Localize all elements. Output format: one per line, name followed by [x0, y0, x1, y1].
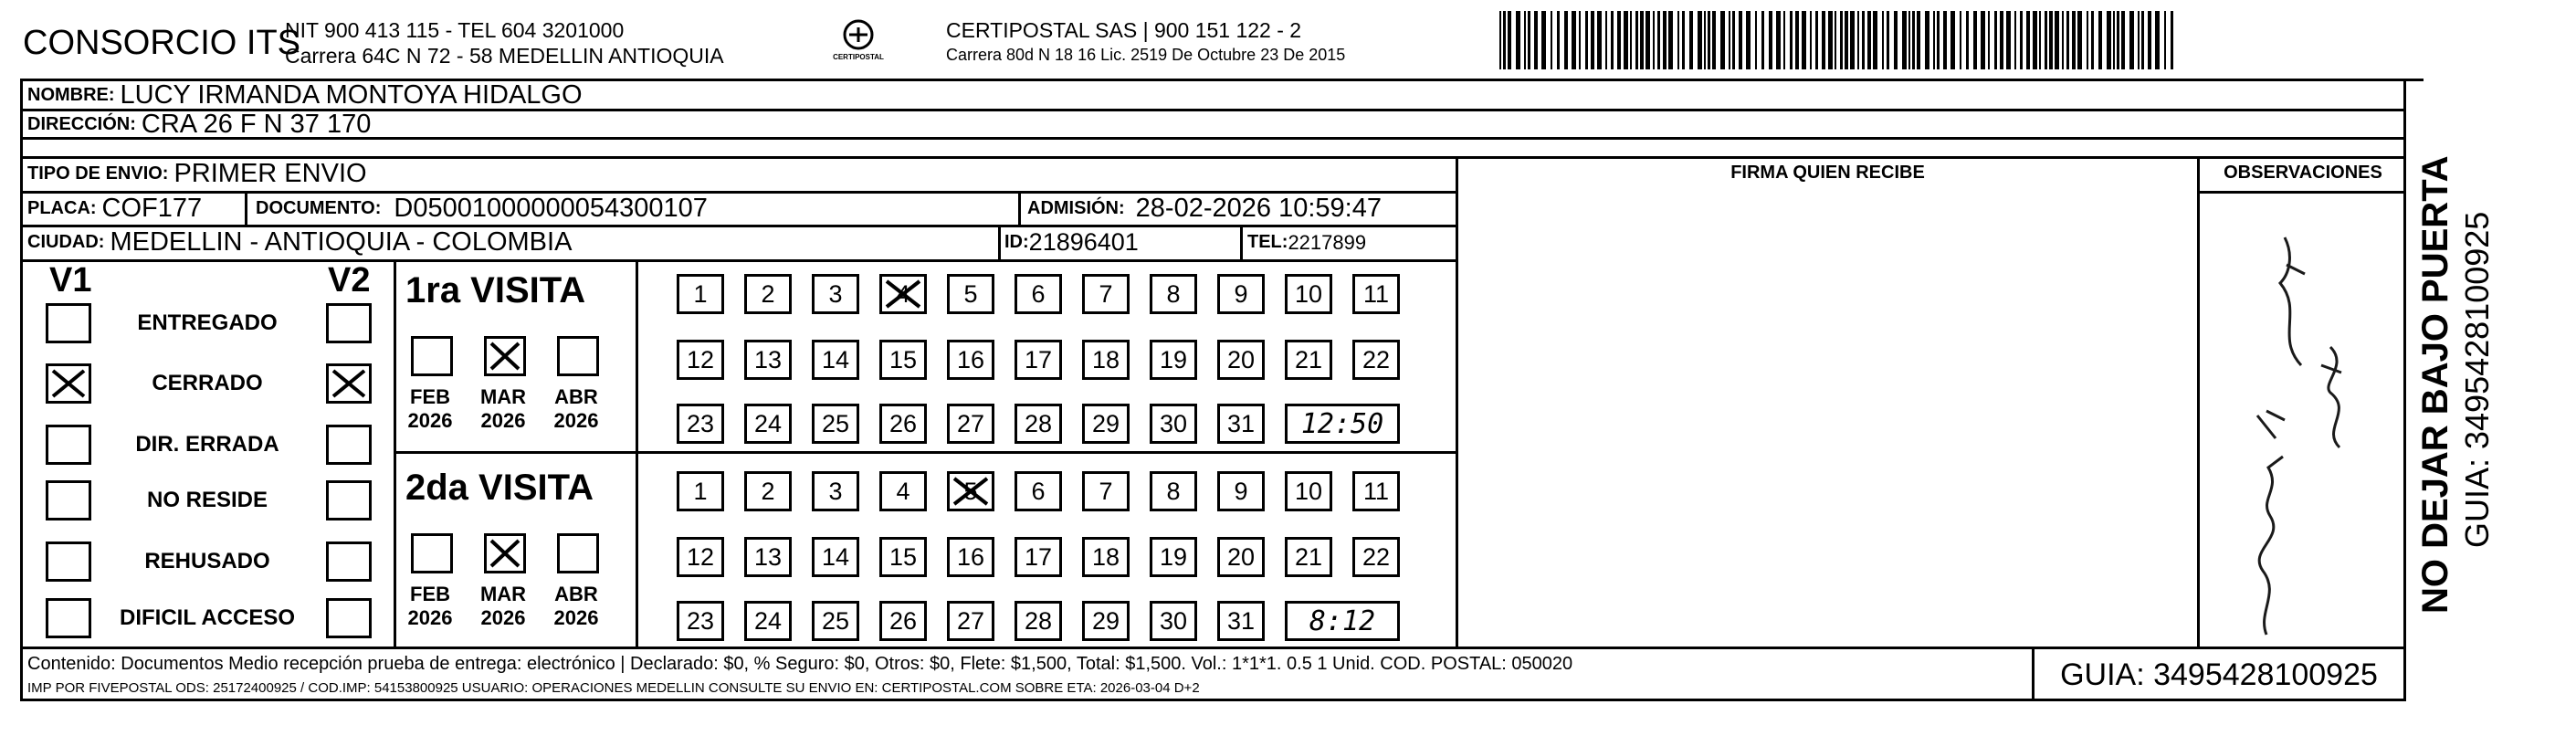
day-box-20[interactable]: 20 — [1217, 537, 1265, 577]
month-year: 2026 — [480, 606, 526, 629]
day-box-15[interactable]: 15 — [879, 537, 927, 577]
day-box-1[interactable]: 1 — [677, 471, 724, 511]
handwritten-observation — [2203, 228, 2403, 644]
footer-contents: Contenido: Documentos Medio recepción prueba de entrega: electrónico | Declarado: $0, % Seguro: $0, Otros: $0, Flete: $1,500, Total: $1,500. Vol.: 1*1*1. 0.5 1 Unid. COD. POSTAL: 050020 — [27, 654, 1573, 674]
day-box-18[interactable]: 18 — [1082, 537, 1130, 577]
barcode-bar — [1524, 11, 1526, 69]
barcode-bar — [1640, 11, 1644, 69]
barcode-bar — [1937, 11, 1940, 69]
month-name: FEB — [410, 385, 450, 408]
barcode-bar — [1645, 11, 1650, 69]
v2-checkbox[interactable] — [326, 303, 372, 343]
document-label: DOCUMENTO: — [256, 198, 382, 218]
day-box-13[interactable]: 13 — [744, 537, 792, 577]
month-label — [398, 583, 462, 630]
barcode-bar — [1887, 11, 1889, 69]
day-box-3[interactable]: 3 — [812, 274, 859, 314]
barcode-bar — [1925, 11, 1929, 69]
barcode-bar — [2014, 11, 2016, 69]
day-box-5[interactable]: 5 — [947, 471, 994, 511]
day-box-22[interactable]: 22 — [1352, 537, 1400, 577]
barcode-bar — [1591, 11, 1594, 69]
barcode-bar — [1994, 11, 1997, 69]
barcode-bar — [1783, 11, 1785, 69]
day-box-25[interactable]: 25 — [812, 404, 859, 444]
day-box-13[interactable]: 13 — [744, 340, 792, 380]
barcode-bar — [1541, 11, 1546, 69]
barcode-bar — [1988, 11, 1990, 69]
barcode-bar — [1835, 11, 1836, 69]
ship-type: PRIMER ENVIO — [173, 159, 367, 188]
month-checkbox[interactable] — [484, 533, 526, 573]
barcode-bar — [1617, 11, 1621, 69]
barcode-bar — [1720, 11, 1725, 69]
day-box-6[interactable]: 6 — [1015, 274, 1062, 314]
barcode-bar — [1698, 11, 1702, 69]
id-value: 21896401 — [1028, 228, 1139, 256]
barcode-bar — [1499, 11, 1501, 69]
id-label: ID: — [1004, 232, 1029, 252]
day-box-7[interactable]: 7 — [1082, 471, 1130, 511]
city-row — [27, 226, 572, 259]
barcode-bar — [1769, 11, 1772, 69]
barcode-bar — [2107, 11, 2111, 69]
day-box-12[interactable]: 12 — [677, 340, 724, 380]
day-box-1[interactable]: 1 — [677, 274, 724, 314]
month-name: MAR — [479, 385, 527, 408]
footer-imp: IMP POR FIVEPOSTAL ODS: 25172400925 / COD.IMP: 54153800925 USUARIO: OPERACIONES MEDELLIN CONSULTE SU ENVIO EN: CERTIPOSTAL.COM SOBRE ETA: 2026-03-04 D+2 — [27, 680, 1200, 696]
barcode-bar — [1933, 11, 1935, 69]
tel-label: TEL: — [1247, 232, 1288, 252]
visit-time: 8:12 — [1309, 605, 1376, 637]
day-box-30[interactable]: 30 — [1150, 404, 1197, 444]
barcode-bar — [1822, 11, 1825, 69]
month-checkbox[interactable] — [411, 533, 453, 573]
document-row — [256, 192, 708, 226]
barcode-bar — [1557, 11, 1560, 69]
barcode-bar — [1894, 11, 1898, 69]
day-box-17[interactable]: 17 — [1015, 340, 1062, 380]
city: MEDELLIN - ANTIOQUIA - COLOMBIA — [110, 227, 573, 257]
status-option-label: ENTREGADO — [137, 310, 278, 335]
signature-header: FIRMA QUIEN RECIBE — [1730, 163, 1925, 183]
tel-row — [1247, 226, 1366, 259]
barcode-bar — [1966, 11, 1969, 69]
admission-label: ADMISIÓN: — [1027, 198, 1125, 218]
barcode-bar — [2026, 11, 2030, 69]
barcode-bar — [1857, 11, 1859, 69]
day-box-16[interactable]: 16 — [947, 340, 994, 380]
day-box-30[interactable]: 30 — [1150, 601, 1197, 641]
barcode-bar — [1902, 11, 1907, 69]
x-mark-icon — [329, 366, 369, 401]
day-box-29[interactable]: 29 — [1082, 404, 1130, 444]
barcode-bar — [1908, 11, 1910, 69]
barcode-bar — [2138, 11, 2140, 69]
barcode-bar — [1862, 11, 1865, 69]
barcode-bar — [1585, 11, 1588, 69]
barcode-bar — [1630, 11, 1632, 69]
month-label — [398, 385, 462, 433]
day-box-4[interactable]: 4 — [879, 471, 927, 511]
barcode-bar — [1761, 11, 1764, 69]
barcode-bar — [2000, 11, 2003, 69]
day-box-31[interactable]: 31 — [1217, 601, 1265, 641]
day-box-24[interactable]: 24 — [744, 601, 792, 641]
barcode-bar — [1516, 11, 1520, 69]
barcode-bar — [1845, 11, 1848, 69]
barcode-bar — [1653, 11, 1655, 69]
barcode-bar — [2087, 11, 2088, 69]
visit-time-box[interactable] — [1285, 601, 1400, 641]
barcode-bar — [2117, 11, 2119, 69]
courier-license: Carrera 80d N 18 16 Lic. 2519 De Octubre 23 De 2015 — [946, 46, 1346, 64]
barcode-bar — [1668, 11, 1673, 69]
barcode-bar — [1528, 11, 1530, 69]
day-box-2[interactable]: 2 — [744, 471, 792, 511]
month-label — [544, 583, 608, 630]
barcode-bar — [2077, 11, 2082, 69]
handwritten-signature-icon — [2203, 228, 2403, 644]
barcode-bar — [1790, 11, 1793, 69]
barcode-bar — [2164, 11, 2166, 69]
day-box-25[interactable]: 25 — [812, 601, 859, 641]
barcode-bar — [1850, 11, 1855, 69]
barcode-bar — [1882, 11, 1884, 69]
barcode-bar — [1635, 11, 1638, 69]
admission: 28-02-2026 10:59:47 — [1135, 194, 1382, 223]
barcode-bar — [2006, 11, 2011, 69]
v2-header: V2 — [328, 261, 371, 300]
side-guia: GUIA: 3495428100925 — [2458, 211, 2496, 548]
barcode-bar — [1564, 11, 1568, 69]
day-box-28[interactable]: 28 — [1015, 404, 1062, 444]
ship-type-label: TIPO DE ENVIO: — [27, 163, 169, 184]
day-box-12[interactable]: 12 — [677, 537, 724, 577]
document: D05001000000054300107 — [394, 194, 708, 223]
barcode-bar — [1755, 11, 1757, 69]
x-mark-icon — [487, 339, 523, 373]
day-box-19[interactable]: 19 — [1150, 537, 1197, 577]
courier-name: CERTIPOSTAL SAS | 900 151 122 - 2 — [946, 18, 1302, 42]
day-box-3[interactable]: 3 — [812, 471, 859, 511]
month-label — [471, 583, 535, 630]
day-box-16[interactable]: 16 — [947, 537, 994, 577]
barcode-bar — [1551, 11, 1552, 69]
visit-time-box[interactable] — [1285, 404, 1400, 444]
day-box-10[interactable]: 10 — [1285, 471, 1332, 511]
day-box-21[interactable]: 21 — [1285, 340, 1332, 380]
barcode-bar — [2141, 11, 2144, 69]
name-label: NOMBRE: — [27, 85, 115, 105]
status-option-label: CERRADO — [152, 371, 263, 395]
barcode-bar — [1943, 11, 1947, 69]
barcode-bar — [2091, 11, 2094, 69]
barcode-bar — [2020, 11, 2023, 69]
barcode-bar — [1624, 11, 1628, 69]
month-label — [544, 385, 608, 433]
ship-type-row — [27, 157, 367, 191]
barcode-bar — [1960, 11, 1961, 69]
day-box-14[interactable]: 14 — [812, 340, 859, 380]
logo-caption: CERTIPOSTAL — [833, 53, 884, 61]
company-name: CONSORCIO ITS — [23, 24, 301, 62]
day-box-15[interactable]: 15 — [879, 340, 927, 380]
barcode-bar — [1708, 11, 1710, 69]
barcode-bar — [1795, 11, 1799, 69]
barcode-bar — [1802, 11, 1806, 69]
barcode-bar — [2039, 11, 2041, 69]
day-box-5[interactable]: 5 — [947, 274, 994, 314]
plate-row — [27, 192, 202, 226]
day-box-18[interactable]: 18 — [1082, 340, 1130, 380]
day-box-11[interactable]: 11 — [1352, 274, 1400, 314]
visit-title: 2da VISITA — [405, 468, 594, 508]
v2-checkbox[interactable] — [326, 541, 372, 582]
barcode-bar — [1981, 11, 1985, 69]
recipient-address-row — [27, 110, 371, 138]
x-mark-icon — [882, 277, 924, 311]
month-year: 2026 — [407, 409, 453, 432]
month-name: ABR — [554, 583, 598, 605]
recipient-name: LUCY IRMANDA MONTOYA HIDALGO — [120, 80, 583, 110]
day-box-21[interactable]: 21 — [1285, 537, 1332, 577]
day-box-10[interactable]: 10 — [1285, 274, 1332, 314]
day-box-19[interactable]: 19 — [1150, 340, 1197, 380]
barcode-bar — [1973, 11, 1977, 69]
barcode-bar — [1508, 11, 1511, 69]
month-checkbox[interactable] — [411, 336, 453, 376]
barcode-bar — [2098, 11, 2102, 69]
day-box-22[interactable]: 22 — [1352, 340, 1400, 380]
month-name: FEB — [410, 583, 450, 605]
v2-checkbox[interactable] — [326, 598, 372, 638]
barcode-bar — [2155, 11, 2160, 69]
barcode-bar — [1917, 11, 1920, 69]
barcode-bar — [1605, 11, 1607, 69]
day-box-23[interactable]: 23 — [677, 601, 724, 641]
month-label — [471, 385, 535, 433]
recipient-address: CRA 26 F N 37 170 — [141, 109, 372, 139]
barcode-bar — [2045, 11, 2047, 69]
side-warning: NO DEJAR BAJO PUERTA — [2415, 155, 2455, 614]
barcode-bar — [1828, 11, 1833, 69]
barcode-bar — [1682, 11, 1685, 69]
company-address: Carrera 64C N 72 - 58 MEDELLIN ANTIOQUIA — [285, 44, 724, 68]
barcode-bar — [2062, 11, 2064, 69]
month-year: 2026 — [553, 409, 599, 432]
barcode-bar — [1689, 11, 1693, 69]
barcode-bar — [1729, 11, 1730, 69]
day-box-26[interactable]: 26 — [879, 601, 927, 641]
month-checkbox[interactable] — [484, 336, 526, 376]
barcode-bar — [1739, 11, 1742, 69]
company-nit: NIT 900 413 115 - TEL 604 3201000 — [285, 18, 625, 42]
barcode-bar — [1950, 11, 1955, 69]
day-box-14[interactable]: 14 — [812, 537, 859, 577]
day-box-28[interactable]: 28 — [1015, 601, 1062, 641]
barcode-bar — [1503, 11, 1506, 69]
barcode-bar — [1776, 11, 1781, 69]
city-label: CIUDAD: — [27, 232, 105, 252]
day-box-24[interactable]: 24 — [744, 404, 792, 444]
barcode-bar — [1534, 11, 1538, 69]
day-box-7[interactable]: 7 — [1082, 274, 1130, 314]
x-mark-icon — [487, 536, 523, 571]
footer-guia: GUIA: 3495428100925 — [2060, 657, 2378, 692]
plate-label: PLACA: — [27, 198, 97, 218]
barcode-bar — [1611, 11, 1614, 69]
status-option-label: NO RESIDE — [146, 488, 268, 512]
day-box-2[interactable]: 2 — [744, 274, 792, 314]
barcode-bar — [2148, 11, 2151, 69]
barcode-bar — [2129, 11, 2134, 69]
v1-header: V1 — [49, 261, 92, 300]
barcode-bar — [1579, 11, 1581, 69]
address-label: DIRECCIÓN: — [27, 113, 136, 134]
barcode-bar — [1873, 11, 1877, 69]
day-box-11[interactable]: 11 — [1352, 471, 1400, 511]
day-box-9[interactable]: 9 — [1217, 274, 1265, 314]
barcode-bar — [2121, 11, 2125, 69]
barcode-bar — [1732, 11, 1735, 69]
barcode-bar — [2055, 11, 2059, 69]
barcode-icon — [1496, 7, 2179, 73]
recipient-name-row — [27, 81, 583, 110]
day-box-8[interactable]: 8 — [1150, 471, 1197, 511]
day-box-9[interactable]: 9 — [1217, 471, 1265, 511]
barcode-bar — [1657, 11, 1660, 69]
barcode-bar — [1712, 11, 1716, 69]
barcode-bar — [2072, 11, 2076, 69]
month-year: 2026 — [407, 606, 453, 629]
id-row — [1004, 226, 1139, 259]
barcode-bar — [2033, 11, 2037, 69]
barcode-bar — [2171, 11, 2173, 69]
day-box-26[interactable]: 26 — [879, 404, 927, 444]
barcode-bar — [1815, 11, 1818, 69]
barcode-bar — [2066, 11, 2069, 69]
status-option-label: REHUSADO — [144, 549, 270, 573]
barcode — [1496, 7, 2179, 73]
barcode-bar — [1704, 11, 1706, 69]
barcode-bar — [2113, 11, 2115, 69]
visit-time: 12:50 — [1300, 407, 1384, 440]
month-checkbox[interactable] — [557, 533, 599, 573]
month-year: 2026 — [553, 606, 599, 629]
barcode-bar — [1912, 11, 1915, 69]
tel-value: 2217899 — [1288, 230, 1367, 254]
day-box-27[interactable]: 27 — [947, 601, 994, 641]
day-box-31[interactable]: 31 — [1217, 404, 1265, 444]
barcode-bar — [1867, 11, 1871, 69]
status-option-label: DIR. ERRADA — [135, 432, 279, 457]
day-box-23[interactable]: 23 — [677, 404, 724, 444]
barcode-bar — [1810, 11, 1812, 69]
month-name: MAR — [479, 583, 527, 605]
barcode-bar — [1663, 11, 1667, 69]
day-box-29[interactable]: 29 — [1082, 601, 1130, 641]
day-box-20[interactable]: 20 — [1217, 340, 1265, 380]
admission-row — [1027, 192, 1382, 226]
month-name: ABR — [554, 385, 598, 408]
barcode-bar — [1572, 11, 1576, 69]
barcode-bar — [1746, 11, 1751, 69]
plate: COF177 — [101, 194, 203, 223]
month-checkbox[interactable] — [557, 336, 599, 376]
v2-checkbox[interactable] — [326, 480, 372, 520]
x-mark-icon — [950, 474, 992, 509]
barcode-bar — [1840, 11, 1843, 69]
day-box-6[interactable]: 6 — [1015, 471, 1062, 511]
day-box-27[interactable]: 27 — [947, 404, 994, 444]
day-box-4[interactable]: 4 — [879, 274, 927, 314]
barcode-bar — [2049, 11, 2053, 69]
status-option-label: DIFICIL ACCESO — [119, 605, 295, 630]
observations-header: OBSERVACIONES — [2224, 163, 2382, 183]
day-box-17[interactable]: 17 — [1015, 537, 1062, 577]
month-year: 2026 — [480, 409, 526, 432]
barcode-bar — [1677, 11, 1679, 69]
day-box-8[interactable]: 8 — [1150, 274, 1197, 314]
barcode-bar — [1597, 11, 1602, 69]
visit-title: 1ra VISITA — [405, 270, 586, 310]
v2-checkbox[interactable] — [326, 425, 372, 465]
v2-checkbox[interactable] — [326, 363, 372, 404]
